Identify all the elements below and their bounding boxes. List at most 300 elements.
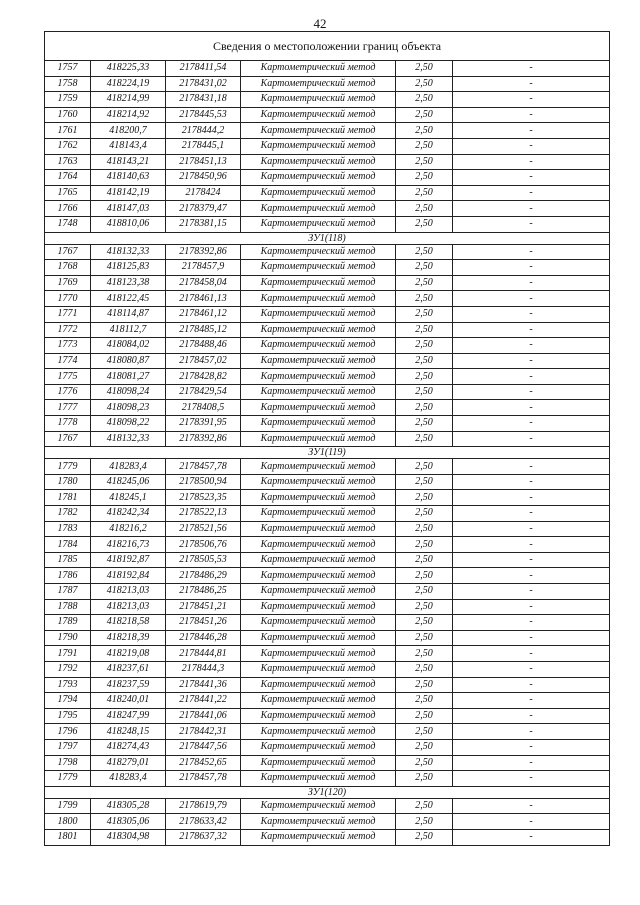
table-row [45, 291, 610, 307]
method-cell: Картометрический метод [241, 291, 396, 307]
method-cell: Картометрический метод [241, 506, 396, 522]
x-coordinate-cell: 418237,61 [91, 661, 166, 677]
method-cell: Картометрический метод [241, 677, 396, 693]
method-cell: Картометрический метод [241, 771, 396, 787]
page-number: 42 [313, 16, 327, 31]
table-row [45, 170, 610, 186]
x-coordinate-cell: 418080,87 [91, 353, 166, 369]
table-row [45, 798, 610, 814]
accuracy-cell: 2,50 [396, 724, 453, 740]
description-cell: - [453, 201, 610, 217]
point-number-cell: 1779 [45, 459, 91, 475]
accuracy-cell: 2,50 [396, 568, 453, 584]
x-coordinate-cell: 418216,73 [91, 537, 166, 553]
y-coordinate-cell: 2178451,13 [166, 154, 241, 170]
table-row [45, 400, 610, 416]
y-coordinate-cell: 2178392,86 [166, 244, 241, 260]
y-coordinate-cell: 2178450,96 [166, 170, 241, 186]
table-row [45, 92, 610, 108]
point-number-cell: 1769 [45, 275, 91, 291]
description-cell: - [453, 353, 610, 369]
accuracy-cell: 2,50 [396, 490, 453, 506]
method-cell: Картометрический метод [241, 798, 396, 814]
accuracy-cell: 2,50 [396, 92, 453, 108]
y-coordinate-cell: 2178444,2 [166, 123, 241, 139]
table-row [45, 306, 610, 322]
x-coordinate-cell: 418810,06 [91, 216, 166, 232]
point-number-cell: 1787 [45, 584, 91, 600]
x-coordinate-cell: 418125,83 [91, 260, 166, 276]
x-coordinate-cell: 418219,08 [91, 646, 166, 662]
accuracy-cell: 2,50 [396, 416, 453, 432]
accuracy-cell: 2,50 [396, 506, 453, 522]
y-coordinate-cell: 2178442,31 [166, 724, 241, 740]
point-number-cell: 1780 [45, 474, 91, 490]
method-cell: Картометрический метод [241, 416, 396, 432]
point-number-cell: 1757 [45, 61, 91, 77]
y-coordinate-cell: 2178522,13 [166, 506, 241, 522]
accuracy-cell: 2,50 [396, 353, 453, 369]
description-cell: - [453, 708, 610, 724]
method-cell: Картометрический метод [241, 275, 396, 291]
x-coordinate-cell: 418245,06 [91, 474, 166, 490]
table-row [45, 369, 610, 385]
accuracy-cell: 2,50 [396, 599, 453, 615]
description-cell: - [453, 138, 610, 154]
method-cell: Картометрический метод [241, 384, 396, 400]
table-row [45, 459, 610, 475]
y-coordinate-cell: 2178488,46 [166, 338, 241, 354]
method-cell: Картометрический метод [241, 537, 396, 553]
accuracy-cell: 2,50 [396, 244, 453, 260]
x-coordinate-cell: 418081,27 [91, 369, 166, 385]
section-label: ЗУ1(119) [45, 447, 610, 459]
accuracy-cell: 2,50 [396, 291, 453, 307]
accuracy-cell: 2,50 [396, 708, 453, 724]
y-coordinate-cell: 2178451,21 [166, 599, 241, 615]
x-coordinate-cell: 418192,84 [91, 568, 166, 584]
point-number-cell: 1781 [45, 490, 91, 506]
point-number-cell: 1764 [45, 170, 91, 186]
table-row [45, 506, 610, 522]
y-coordinate-cell: 2178457,78 [166, 459, 241, 475]
method-cell: Картометрический метод [241, 338, 396, 354]
y-coordinate-cell: 2178485,12 [166, 322, 241, 338]
accuracy-cell: 2,50 [396, 693, 453, 709]
method-cell: Картометрический метод [241, 61, 396, 77]
method-cell: Картометрический метод [241, 201, 396, 217]
method-cell: Картометрический метод [241, 829, 396, 845]
table-row [45, 384, 610, 400]
description-cell: - [453, 459, 610, 475]
description-cell: - [453, 384, 610, 400]
point-number-cell: 1798 [45, 755, 91, 771]
accuracy-cell: 2,50 [396, 138, 453, 154]
point-number-cell: 1777 [45, 400, 91, 416]
x-coordinate-cell: 418123,38 [91, 275, 166, 291]
description-cell: - [453, 76, 610, 92]
method-cell: Картометрический метод [241, 400, 396, 416]
point-number-cell: 1792 [45, 661, 91, 677]
description-cell: - [453, 416, 610, 432]
table-row [45, 275, 610, 291]
x-coordinate-cell: 418218,58 [91, 615, 166, 631]
x-coordinate-cell: 418147,03 [91, 201, 166, 217]
description-cell: - [453, 599, 610, 615]
x-coordinate-cell: 418240,01 [91, 693, 166, 709]
accuracy-cell: 2,50 [396, 431, 453, 447]
y-coordinate-cell: 2178391,95 [166, 416, 241, 432]
x-coordinate-cell: 418279,01 [91, 755, 166, 771]
point-number-cell: 1775 [45, 369, 91, 385]
description-cell: - [453, 490, 610, 506]
table-row [45, 185, 610, 201]
y-coordinate-cell: 2178444,81 [166, 646, 241, 662]
description-cell: - [453, 755, 610, 771]
description-cell: - [453, 568, 610, 584]
method-cell: Картометрический метод [241, 693, 396, 709]
point-number-cell: 1774 [45, 353, 91, 369]
x-coordinate-cell: 418122,45 [91, 291, 166, 307]
y-coordinate-cell: 2178500,94 [166, 474, 241, 490]
point-number-cell: 1788 [45, 599, 91, 615]
coordinates-table [44, 31, 610, 846]
y-coordinate-cell: 2178429,54 [166, 384, 241, 400]
point-number-cell: 1789 [45, 615, 91, 631]
accuracy-cell: 2,50 [396, 275, 453, 291]
table-row [45, 615, 610, 631]
section-header-row [45, 786, 610, 798]
x-coordinate-cell: 418216,2 [91, 521, 166, 537]
x-coordinate-cell: 418098,23 [91, 400, 166, 416]
accuracy-cell: 2,50 [396, 338, 453, 354]
y-coordinate-cell: 2178424 [166, 185, 241, 201]
table-row [45, 76, 610, 92]
y-coordinate-cell: 2178441,22 [166, 693, 241, 709]
description-cell: - [453, 693, 610, 709]
method-cell: Картометрический метод [241, 92, 396, 108]
section-header-row [45, 232, 610, 244]
point-number-cell: 1782 [45, 506, 91, 522]
description-cell: - [453, 107, 610, 123]
method-cell: Картометрический метод [241, 708, 396, 724]
accuracy-cell: 2,50 [396, 185, 453, 201]
y-coordinate-cell: 2178633,42 [166, 814, 241, 830]
accuracy-cell: 2,50 [396, 474, 453, 490]
point-number-cell: 1766 [45, 201, 91, 217]
description-cell: - [453, 338, 610, 354]
x-coordinate-cell: 418283,4 [91, 459, 166, 475]
point-number-cell: 1765 [45, 185, 91, 201]
table-row [45, 829, 610, 845]
description-cell: - [453, 506, 610, 522]
description-cell: - [453, 661, 610, 677]
method-cell: Картометрический метод [241, 107, 396, 123]
x-coordinate-cell: 418283,4 [91, 771, 166, 787]
point-number-cell: 1791 [45, 646, 91, 662]
table-row [45, 708, 610, 724]
y-coordinate-cell: 2178457,02 [166, 353, 241, 369]
method-cell: Картометрический метод [241, 170, 396, 186]
description-cell: - [453, 291, 610, 307]
table-row [45, 61, 610, 77]
accuracy-cell: 2,50 [396, 646, 453, 662]
table-row [45, 584, 610, 600]
section-label: ЗУ1(120) [45, 786, 610, 798]
description-cell: - [453, 244, 610, 260]
method-cell: Картометрический метод [241, 521, 396, 537]
description-cell: - [453, 92, 610, 108]
accuracy-cell: 2,50 [396, 552, 453, 568]
method-cell: Картометрический метод [241, 123, 396, 139]
accuracy-cell: 2,50 [396, 154, 453, 170]
point-number-cell: 1776 [45, 384, 91, 400]
table-row [45, 568, 610, 584]
method-cell: Картометрический метод [241, 615, 396, 631]
accuracy-cell: 2,50 [396, 630, 453, 646]
method-cell: Картометрический метод [241, 646, 396, 662]
y-coordinate-cell: 2178392,86 [166, 431, 241, 447]
point-number-cell: 1770 [45, 291, 91, 307]
accuracy-cell: 2,50 [396, 521, 453, 537]
point-number-cell: 1758 [45, 76, 91, 92]
coordinates-sheet [44, 31, 609, 846]
method-cell: Картометрический метод [241, 369, 396, 385]
accuracy-cell: 2,50 [396, 459, 453, 475]
description-cell: - [453, 61, 610, 77]
point-number-cell: 1801 [45, 829, 91, 845]
description-cell: - [453, 771, 610, 787]
x-coordinate-cell: 418098,24 [91, 384, 166, 400]
point-number-cell: 1748 [45, 216, 91, 232]
description-cell: - [453, 724, 610, 740]
table-row [45, 521, 610, 537]
x-coordinate-cell: 418242,34 [91, 506, 166, 522]
y-coordinate-cell: 2178521,56 [166, 521, 241, 537]
description-cell: - [453, 400, 610, 416]
x-coordinate-cell: 418142,19 [91, 185, 166, 201]
point-number-cell: 1778 [45, 416, 91, 432]
x-coordinate-cell: 418237,59 [91, 677, 166, 693]
y-coordinate-cell: 2178411,54 [166, 61, 241, 77]
accuracy-cell: 2,50 [396, 537, 453, 553]
table-row [45, 630, 610, 646]
accuracy-cell: 2,50 [396, 170, 453, 186]
x-coordinate-cell: 418098,22 [91, 416, 166, 432]
accuracy-cell: 2,50 [396, 739, 453, 755]
table-row [45, 138, 610, 154]
y-coordinate-cell: 2178445,53 [166, 107, 241, 123]
description-cell: - [453, 322, 610, 338]
accuracy-cell: 2,50 [396, 400, 453, 416]
accuracy-cell: 2,50 [396, 661, 453, 677]
table-row [45, 216, 610, 232]
x-coordinate-cell: 418213,03 [91, 584, 166, 600]
table-row [45, 537, 610, 553]
y-coordinate-cell: 2178457,9 [166, 260, 241, 276]
point-number-cell: 1795 [45, 708, 91, 724]
x-coordinate-cell: 418214,92 [91, 107, 166, 123]
method-cell: Картометрический метод [241, 154, 396, 170]
method-cell: Картометрический метод [241, 661, 396, 677]
description-cell: - [453, 829, 610, 845]
table-row [45, 755, 610, 771]
x-coordinate-cell: 418224,19 [91, 76, 166, 92]
description-cell: - [453, 630, 610, 646]
accuracy-cell: 2,50 [396, 798, 453, 814]
table-row [45, 107, 610, 123]
accuracy-cell: 2,50 [396, 260, 453, 276]
accuracy-cell: 2,50 [396, 771, 453, 787]
accuracy-cell: 2,50 [396, 369, 453, 385]
table-row [45, 771, 610, 787]
table-row [45, 123, 610, 139]
y-coordinate-cell: 2178452,65 [166, 755, 241, 771]
point-number-cell: 1767 [45, 244, 91, 260]
description-cell: - [453, 306, 610, 322]
point-number-cell: 1790 [45, 630, 91, 646]
method-cell: Картометрический метод [241, 244, 396, 260]
description-cell: - [453, 170, 610, 186]
x-coordinate-cell: 418140,63 [91, 170, 166, 186]
table-row [45, 814, 610, 830]
description-cell: - [453, 431, 610, 447]
accuracy-cell: 2,50 [396, 216, 453, 232]
coordinates-table-body [45, 32, 610, 846]
x-coordinate-cell: 418305,06 [91, 814, 166, 830]
method-cell: Картометрический метод [241, 459, 396, 475]
point-number-cell: 1762 [45, 138, 91, 154]
accuracy-cell: 2,50 [396, 107, 453, 123]
point-number-cell: 1799 [45, 798, 91, 814]
point-number-cell: 1797 [45, 739, 91, 755]
point-number-cell: 1793 [45, 677, 91, 693]
y-coordinate-cell: 2178446,28 [166, 630, 241, 646]
x-coordinate-cell: 418214,99 [91, 92, 166, 108]
y-coordinate-cell: 2178461,13 [166, 291, 241, 307]
x-coordinate-cell: 418225,33 [91, 61, 166, 77]
table-row [45, 322, 610, 338]
description-cell: - [453, 369, 610, 385]
x-coordinate-cell: 418248,15 [91, 724, 166, 740]
x-coordinate-cell: 418245,1 [91, 490, 166, 506]
table-row [45, 599, 610, 615]
method-cell: Картометрический метод [241, 138, 396, 154]
method-cell: Картометрический метод [241, 755, 396, 771]
y-coordinate-cell: 2178506,76 [166, 537, 241, 553]
point-number-cell: 1786 [45, 568, 91, 584]
table-row [45, 474, 610, 490]
x-coordinate-cell: 418112,7 [91, 322, 166, 338]
description-cell: - [453, 474, 610, 490]
table-row [45, 693, 610, 709]
point-number-cell: 1759 [45, 92, 91, 108]
description-cell: - [453, 739, 610, 755]
accuracy-cell: 2,50 [396, 322, 453, 338]
accuracy-cell: 2,50 [396, 384, 453, 400]
description-cell: - [453, 275, 610, 291]
description-cell: - [453, 677, 610, 693]
x-coordinate-cell: 418274,43 [91, 739, 166, 755]
table-row [45, 353, 610, 369]
method-cell: Картометрический метод [241, 431, 396, 447]
method-cell: Картометрический метод [241, 724, 396, 740]
table-row [45, 661, 610, 677]
description-cell: - [453, 646, 610, 662]
description-cell: - [453, 521, 610, 537]
y-coordinate-cell: 2178486,29 [166, 568, 241, 584]
description-cell: - [453, 216, 610, 232]
accuracy-cell: 2,50 [396, 306, 453, 322]
y-coordinate-cell: 2178441,06 [166, 708, 241, 724]
point-number-cell: 1783 [45, 521, 91, 537]
accuracy-cell: 2,50 [396, 123, 453, 139]
y-coordinate-cell: 2178486,25 [166, 584, 241, 600]
accuracy-cell: 2,50 [396, 584, 453, 600]
description-cell: - [453, 814, 610, 830]
x-coordinate-cell: 418247,99 [91, 708, 166, 724]
method-cell: Картометрический метод [241, 814, 396, 830]
accuracy-cell: 2,50 [396, 677, 453, 693]
table-row [45, 490, 610, 506]
section-header-row [45, 447, 610, 459]
point-number-cell: 1800 [45, 814, 91, 830]
y-coordinate-cell: 2178461,12 [166, 306, 241, 322]
method-cell: Картометрический метод [241, 76, 396, 92]
y-coordinate-cell: 2178458,04 [166, 275, 241, 291]
method-cell: Картометрический метод [241, 353, 396, 369]
table-row [45, 201, 610, 217]
y-coordinate-cell: 2178457,78 [166, 771, 241, 787]
table-row [45, 646, 610, 662]
x-coordinate-cell: 418304,98 [91, 829, 166, 845]
y-coordinate-cell: 2178445,1 [166, 138, 241, 154]
x-coordinate-cell: 418114,87 [91, 306, 166, 322]
section-label: ЗУ1(118) [45, 232, 610, 244]
accuracy-cell: 2,50 [396, 61, 453, 77]
method-cell: Картометрический метод [241, 185, 396, 201]
table-row [45, 552, 610, 568]
table-row [45, 739, 610, 755]
y-coordinate-cell: 2178431,18 [166, 92, 241, 108]
point-number-cell: 1773 [45, 338, 91, 354]
y-coordinate-cell: 2178523,35 [166, 490, 241, 506]
point-number-cell: 1771 [45, 306, 91, 322]
y-coordinate-cell: 2178431,02 [166, 76, 241, 92]
point-number-cell: 1785 [45, 552, 91, 568]
point-number-cell: 1796 [45, 724, 91, 740]
description-cell: - [453, 260, 610, 276]
x-coordinate-cell: 418084,02 [91, 338, 166, 354]
table-title: Сведения о местоположении границ объекта [45, 32, 610, 61]
x-coordinate-cell: 418200,7 [91, 123, 166, 139]
description-cell: - [453, 552, 610, 568]
x-coordinate-cell: 418143,4 [91, 138, 166, 154]
method-cell: Картометрический метод [241, 474, 396, 490]
description-cell: - [453, 154, 610, 170]
method-cell: Картометрический метод [241, 630, 396, 646]
x-coordinate-cell: 418305,28 [91, 798, 166, 814]
accuracy-cell: 2,50 [396, 755, 453, 771]
accuracy-cell: 2,50 [396, 615, 453, 631]
y-coordinate-cell: 2178381,15 [166, 216, 241, 232]
table-row [45, 244, 610, 260]
accuracy-cell: 2,50 [396, 829, 453, 845]
y-coordinate-cell: 2178379,47 [166, 201, 241, 217]
y-coordinate-cell: 2178619,79 [166, 798, 241, 814]
description-cell: - [453, 123, 610, 139]
description-cell: - [453, 185, 610, 201]
